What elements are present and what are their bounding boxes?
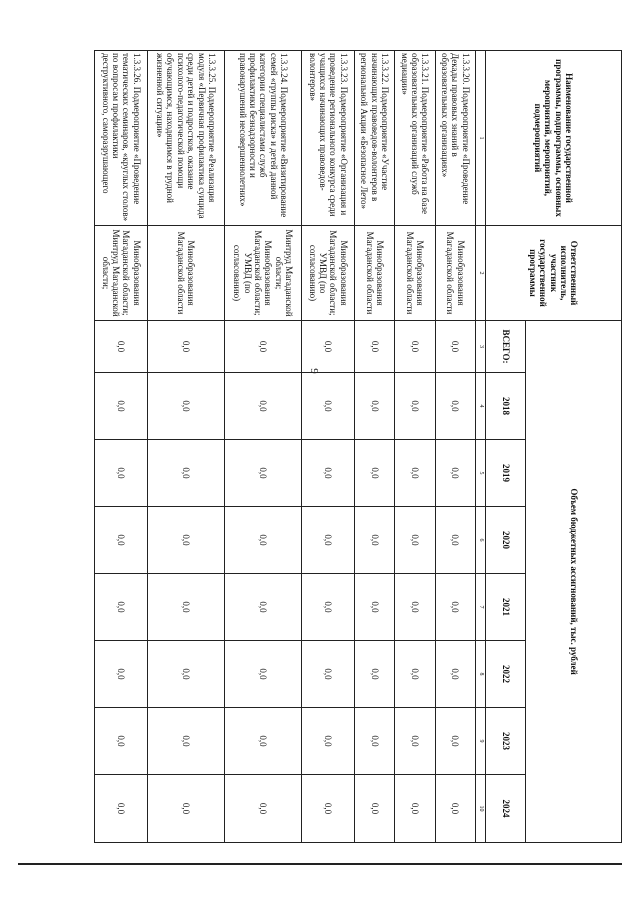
column-index: 7	[476, 574, 486, 641]
value-cell: 0,0	[435, 775, 475, 843]
column-index: 8	[476, 641, 486, 708]
measure-name-cell: 1.3.3.22. Подмероприятие «Участие начинающих правоведов-волонтеров в региональной Акции «Безопасное Лето»	[354, 51, 394, 226]
value-cell: 0,0	[224, 373, 301, 440]
year-header: 2023	[486, 708, 526, 775]
value-cell: 0,0	[395, 373, 435, 440]
value-cell: 0,0	[395, 574, 435, 641]
measure-name-cell: 1.3.3.25. Подмероприятие «Реализация модуля «Первичная профилактика суицида среди детей и подростков, оказание психолого-педагогической помощи обучающимся, находящимся в трудной жизненной ситуации»	[147, 51, 224, 226]
responsible-cell: Минобразования Магаданской области	[435, 226, 475, 321]
value-cell: 0,0	[302, 775, 355, 843]
value-cell: 0,0	[224, 641, 301, 708]
value-cell: 0,0	[435, 373, 475, 440]
value-cell: 0,0	[354, 507, 394, 574]
value-cell: 0,0	[435, 440, 475, 507]
value-cell: 0,0	[224, 321, 301, 373]
value-cell: 0,0	[95, 373, 148, 440]
value-cell: 0,0	[354, 440, 394, 507]
value-cell: 0,0	[302, 507, 355, 574]
value-cell: 0,0	[224, 574, 301, 641]
value-cell: 0,0	[224, 775, 301, 843]
column-index: 1	[476, 51, 486, 226]
value-cell: 0,0	[147, 574, 224, 641]
value-cell: 0,0	[354, 775, 394, 843]
column-index: 10	[476, 775, 486, 843]
year-header: 2021	[486, 574, 526, 641]
value-cell: 0,0	[302, 641, 355, 708]
year-header: 2022	[486, 641, 526, 708]
rotated-table-area	[94, 50, 622, 842]
column-index: 4	[476, 373, 486, 440]
col-name-header: Наименование государственной программы, подпрограммы, основных мероприятий, мероприятий, подмероприятий	[486, 51, 622, 226]
year-header: 2018	[486, 373, 526, 440]
responsible-cell: Минобразования Магаданской области; Минтруд Магаданской области;	[95, 226, 148, 321]
measure-name-cell: 1.3.3.20. Подмероприятие «Проведение Декады правовых знаний в образовательных организациях»	[435, 51, 475, 226]
year-header: 2020	[486, 507, 526, 574]
table-row	[224, 51, 301, 843]
table-row	[147, 51, 224, 843]
value-cell: 0,0	[95, 321, 148, 373]
measure-name-cell: 1.3.3.21. Подмероприятие «Работа на базе образовательных организаций служб медиации»	[395, 51, 435, 226]
value-cell: 0,0	[354, 321, 394, 373]
value-cell: 0,0	[147, 507, 224, 574]
value-cell: 0,0	[147, 708, 224, 775]
responsible-cell: Минтруд Магаданской области; Минобразования Магаданской области; УМВД (по согласованию)	[224, 226, 301, 321]
value-cell: 0,0	[435, 574, 475, 641]
value-cell: 0,0	[395, 440, 435, 507]
value-cell: 0,0	[435, 641, 475, 708]
col-resp-header: Ответственный исполнитель, участник государственной программы	[486, 226, 622, 321]
value-cell: 0,0	[354, 373, 394, 440]
year-header: 2019	[486, 440, 526, 507]
value-cell: 0,0	[302, 574, 355, 641]
column-index: 9	[476, 708, 486, 775]
col-budget-header: Объем бюджетных ассигнований, тыс. рублей	[526, 321, 622, 843]
column-index: 3	[476, 321, 486, 373]
value-cell: 0,0	[147, 321, 224, 373]
column-index: 6	[476, 507, 486, 574]
table-row	[302, 51, 355, 843]
value-cell: 0,0	[224, 507, 301, 574]
value-cell: 0,0	[147, 440, 224, 507]
header-row	[526, 51, 622, 843]
responsible-cell: Минобразования Магаданской области	[147, 226, 224, 321]
responsible-cell: Минобразования Магаданской области; УМВД (по согласованию)	[302, 226, 355, 321]
value-cell: 0,0	[95, 507, 148, 574]
table-row	[395, 51, 435, 843]
value-cell: 0,0	[302, 708, 355, 775]
bottom-rule	[18, 863, 622, 865]
page-number: 9	[307, 368, 320, 374]
responsible-cell: Минобразования Магаданской области	[354, 226, 394, 321]
value-cell: 0,0	[147, 641, 224, 708]
budget-table-container	[94, 50, 622, 842]
measure-name-cell: 1.3.3.23. Подмероприятие «Организация и проведение регионального конкурса среди учащихся начинающих правоведов-волонтеров»	[302, 51, 355, 226]
column-index: 5	[476, 440, 486, 507]
value-cell: 0,0	[95, 641, 148, 708]
table-row	[95, 51, 148, 843]
value-cell: 0,0	[395, 321, 435, 373]
index-row	[476, 51, 486, 843]
measure-name-cell: 1.3.3.24. Подмероприятие «Визитирование семей «группы риска» и детей данной категории специалистами служб профилактики безнадзорности и правонарушений несовершеннолетних»	[224, 51, 301, 226]
value-cell: 0,0	[354, 574, 394, 641]
value-cell: 0,0	[302, 321, 355, 373]
value-cell: 0,0	[224, 440, 301, 507]
table-row	[354, 51, 394, 843]
value-cell: 0,0	[435, 708, 475, 775]
col-total-header: ВСЕГО:	[486, 321, 526, 373]
value-cell: 0,0	[395, 775, 435, 843]
value-cell: 0,0	[147, 373, 224, 440]
value-cell: 0,0	[302, 373, 355, 440]
measure-name-cell: 1.3.3.26. Подмероприятие «Проведение тематических семинаров, «круглых столов» по вопросам профилактики деструктивного, саморазрушающего	[95, 51, 148, 226]
column-index: 2	[476, 226, 486, 321]
value-cell: 0,0	[224, 708, 301, 775]
value-cell: 0,0	[95, 440, 148, 507]
table-row	[435, 51, 475, 843]
value-cell: 0,0	[354, 641, 394, 708]
value-cell: 0,0	[395, 641, 435, 708]
value-cell: 0,0	[302, 440, 355, 507]
value-cell: 0,0	[147, 775, 224, 843]
responsible-cell: Минобразования Магаданской области	[395, 226, 435, 321]
value-cell: 0,0	[354, 708, 394, 775]
year-header: 2024	[486, 775, 526, 843]
value-cell: 0,0	[435, 321, 475, 373]
value-cell: 0,0	[435, 507, 475, 574]
value-cell: 0,0	[95, 574, 148, 641]
value-cell: 0,0	[395, 708, 435, 775]
budget-table	[94, 50, 622, 843]
value-cell: 0,0	[395, 507, 435, 574]
value-cell: 0,0	[95, 775, 148, 843]
value-cell: 0,0	[95, 708, 148, 775]
